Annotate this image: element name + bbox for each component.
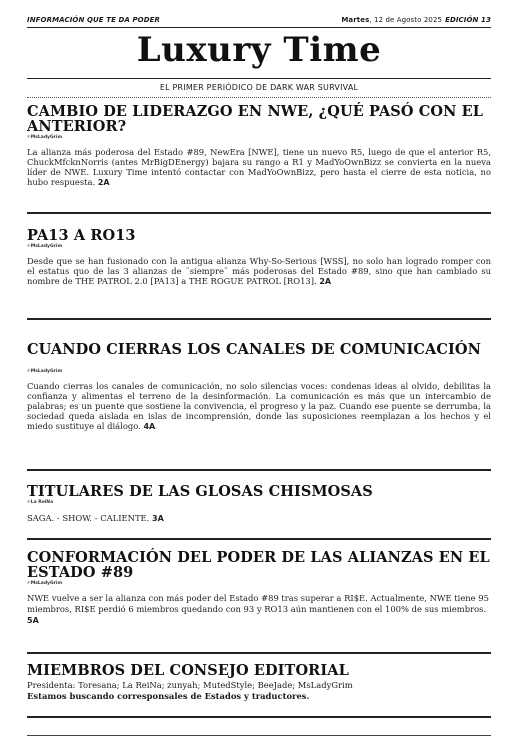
article-body: NWE vuelve a ser la alianza con más poder del Estado #89 tras superar a RI$E. Actualmente, NWE tiene 95 miembros, RI$E perdió 6 miembros quedando con 93 y RO13 aún mantienen con el 100% de sus miembros. 5A [27,593,489,625]
page-ref[interactable]: 2A [97,178,110,187]
page-ref[interactable]: 2A [319,277,332,286]
article-body: SAGA. - SHOW. - CALIENTE. 3A [27,513,164,523]
article-headline: CUANDO CIERRAS LOS CANALES DE COMUNICACIÓN [27,341,481,358]
top-rule [27,27,491,28]
article-byline: ✍La ReiNa [27,500,54,505]
page-bottom-rule [27,735,491,736]
section-divider [27,318,491,320]
weekday: Martes [341,16,370,24]
article-headline: CONFORMACIÓN DEL PODER DE LAS ALIANZAS EN EL ESTADO #89 [27,549,490,581]
article-alliance-power [27,550,491,626]
date: , 12 de Agosto 2025 [369,16,443,24]
masthead-title: Luxury Time [136,30,382,70]
article-body: La alianza más poderosa del Estado #89, NewEra [NWE], tiene un nuevo R5, luego de que el anterior R5, ChuckMfcknNorris (antes MrBigDEnergy) bajara su rango a R1 y MadYoOwnBizz se convierta en la nueva líder de NWE. Luxury Time intentó contactar con MadYoOwnBizz, pero hasta el cierre de esta noticia, no hubo respuesta. 2A [27,147,491,187]
page-ref[interactable]: 4A [143,422,156,431]
article-body: Cuando cierras los canales de comunicación, no solo silencias voces: condenas ideas al olvido, debilitas la confianza y alimentas el terreno de la desinformación. La comunicación es más que un intercambio de palabras; es un puente que sostiene la convivencia, el progreso y la paz. Cuando ese puente se derrumba, la sociedad queda aislada en islas de incomprensión, donde las suposiciones reemplazan a los hechos y el miedo sustituye al diálogo. 4A [27,381,491,431]
council-call: Estamos buscando corresponsales de Estados y traductores. [27,691,310,701]
article-headline: PA13 A RO13 [27,227,136,244]
article-body: Desde que se han fusionado con la antigua alianza Why-So-Serious [WSS], no solo han logrado romper con el estatus quo de las 3 alianzas de ¨siempre¨ más poderosas del Estado #89, sino que han cambiado su nombre de THE PATROL 2.0 [PA13] a THE ROGUE PATROL [RO13]. 2A [27,256,491,286]
tagline-rule [27,97,491,98]
article-gossip [27,484,491,524]
page-ref[interactable]: 3A [152,514,164,523]
council-headline: MIEMBROS DEL CONSEJO EDITORIAL [27,662,349,679]
section-divider [27,716,491,718]
article-pa13 [27,228,491,287]
article-byline: ✍MsLadyGrim [27,135,63,140]
section-divider [27,652,491,654]
section-divider [27,212,491,214]
article-communication [27,342,491,432]
top-bar [27,13,491,27]
section-divider [27,538,491,540]
article-byline: ✍MsLadyGrim [27,369,63,374]
section-divider [27,469,491,471]
edition: EDICIÓN 13 [445,16,491,24]
slogan: INFORMACIÓN QUE TE DA PODER [27,16,161,24]
council-members: Presidenta: Toresana; La ReiNa; zunyah; MutedStyle; BeeJade; MsLadyGrim [27,680,353,690]
masthead-rule [27,78,491,79]
editorial-council [27,663,491,702]
article-headline: CAMBIO DE LIDERAZGO EN NWE, ¿QUÉ PASÓ CON EL ANTERIOR? [27,103,484,135]
page-ref[interactable]: 5A [27,616,39,625]
article-leadership [27,104,491,188]
article-byline: ✍MsLadyGrim [27,581,63,586]
tagline: EL PRIMER PERIÓDICO DE DARK WAR SURVIVAL [159,83,359,92]
article-headline: TITULARES DE LAS GLOSAS CHISMOSAS [27,483,373,500]
issue-info [341,16,491,24]
article-byline: ✍MsLadyGrim [27,244,63,249]
